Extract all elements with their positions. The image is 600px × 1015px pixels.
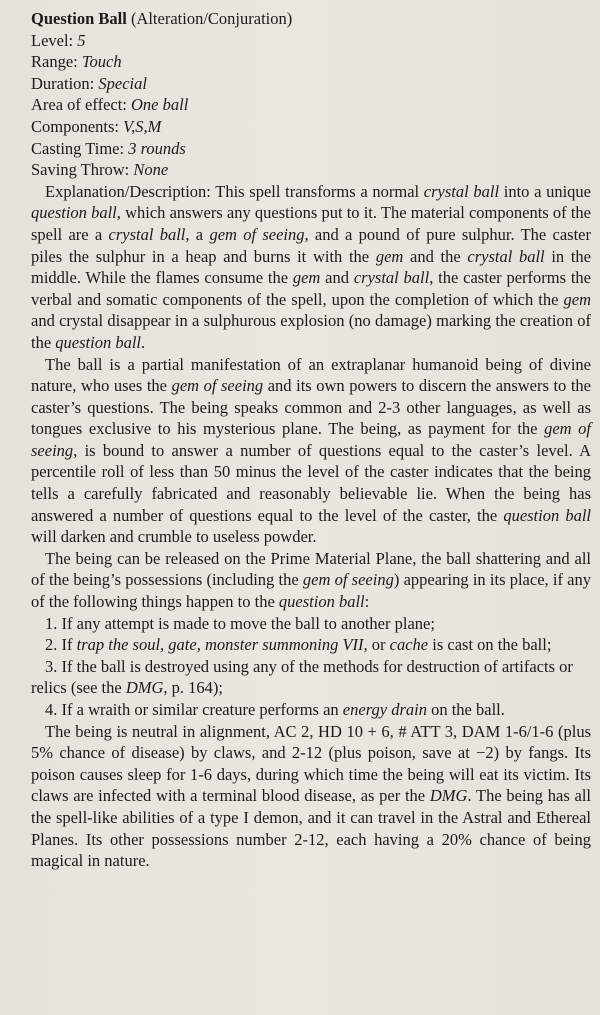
being-paragraph: The ball is a partial manifestation of an extraplanar humanoid being of divine nature, who uses the gem of seeing and its own powers to discern the answers to the caster’s questions. The being speaks common and 2-3 other languages, as well as tongues exclusive to his mysterious plane. The being, as payment for the gem of seeing, is bound to answer a number of questions equal to the caster’s level. A percentile roll of less than 50 minus the level of the caster indicates that the being tells a carefully fabricated and reasonably believable lie. When the being has answered a number of questions equal to the level of the caster, the question ball will darken and crumble to useless powder.: [31, 354, 592, 547]
description-paragraph: Explanation/Description: This spell transforms a normal crystal ball into a unique question ball, which answers any questions put to it. The material components of the spell are a crystal ball, a gem of seeing, and a pound of pure sulphur. The caster piles the sulphur in a heap and burns it with the gem and the crystal ball in the middle. While the flames consume the gem and crystal ball, the caster performs the verbal and somatic components of the spell, upon the completion of which the gem and crystal disappear in a sulphurous explosion (no damage) marking the creation of the question ball.: [31, 181, 592, 352]
stat-label: Range:: [31, 52, 78, 72]
stat-value: 3 rounds: [128, 138, 186, 158]
stat-label: Components:: [31, 116, 120, 136]
stat-label: Saving Throw:: [31, 160, 130, 180]
spell-header: [31, 8, 590, 30]
stat-value: Touch: [81, 52, 122, 72]
list-item: 1. If any attempt is made to move the ball to another plane;: [45, 613, 435, 633]
stat-label: Area of effect:: [31, 95, 127, 115]
list-item: 4. If a wraith or similar creature performs an energy drain on the ball.: [45, 700, 505, 719]
stat-value: Special: [98, 73, 147, 93]
stat-components: [31, 116, 590, 138]
stat-casting-time: [31, 138, 590, 160]
stat-level: [31, 30, 590, 52]
release-paragraph: The being can be released on the Prime Material Plane, the ball shattering and all of the being’s possessions (including the gem of seeing) appearing in its place, if any of the following things happen to the question ball:: [31, 548, 591, 612]
stat-label: Duration:: [31, 73, 95, 93]
stat-area: [31, 94, 590, 116]
spell-school: (Alteration/Conjuration): [130, 9, 293, 28]
list-item: 3. If the ball is destroyed using any of the methods for destruction of artifacts or relics (see the DMG, p. 164);: [31, 656, 573, 698]
spell-title: Question Ball: [31, 9, 127, 28]
stats-paragraph: The being is neutral in alignment, AC 2, HD 10 + 6, # ATT 3, DAM 1-6/1-6 (plus 5% chance of disease) by claws, and 2-12 (plus poison, save at −2) by fangs. Its poison causes sleep for 1-6 days, during which time the being will eat its victim. Its claws are infected with a terminal blood disease, as per the DMG. The being has all the spell-like abilities of a type I demon, and it can travel in the Astral and Ethereal Planes. Its other possessions number 2-12, each having a 20% chance of being magical in nature.: [31, 721, 592, 871]
stat-value: None: [133, 160, 169, 180]
stat-range: [31, 51, 590, 73]
stat-saving-throw: [31, 159, 590, 181]
list-item: 2. If trap the soul, gate, monster summoning VII, or cache is cast on the ball;: [45, 635, 552, 655]
stat-label: Casting Time:: [31, 138, 125, 158]
stat-value: One ball: [131, 95, 189, 115]
spell-stats: [31, 30, 590, 181]
stat-value: 5: [77, 30, 86, 50]
stat-value: V,S,M: [123, 116, 162, 136]
stat-duration: [31, 73, 590, 95]
stat-label: Level:: [31, 30, 74, 50]
